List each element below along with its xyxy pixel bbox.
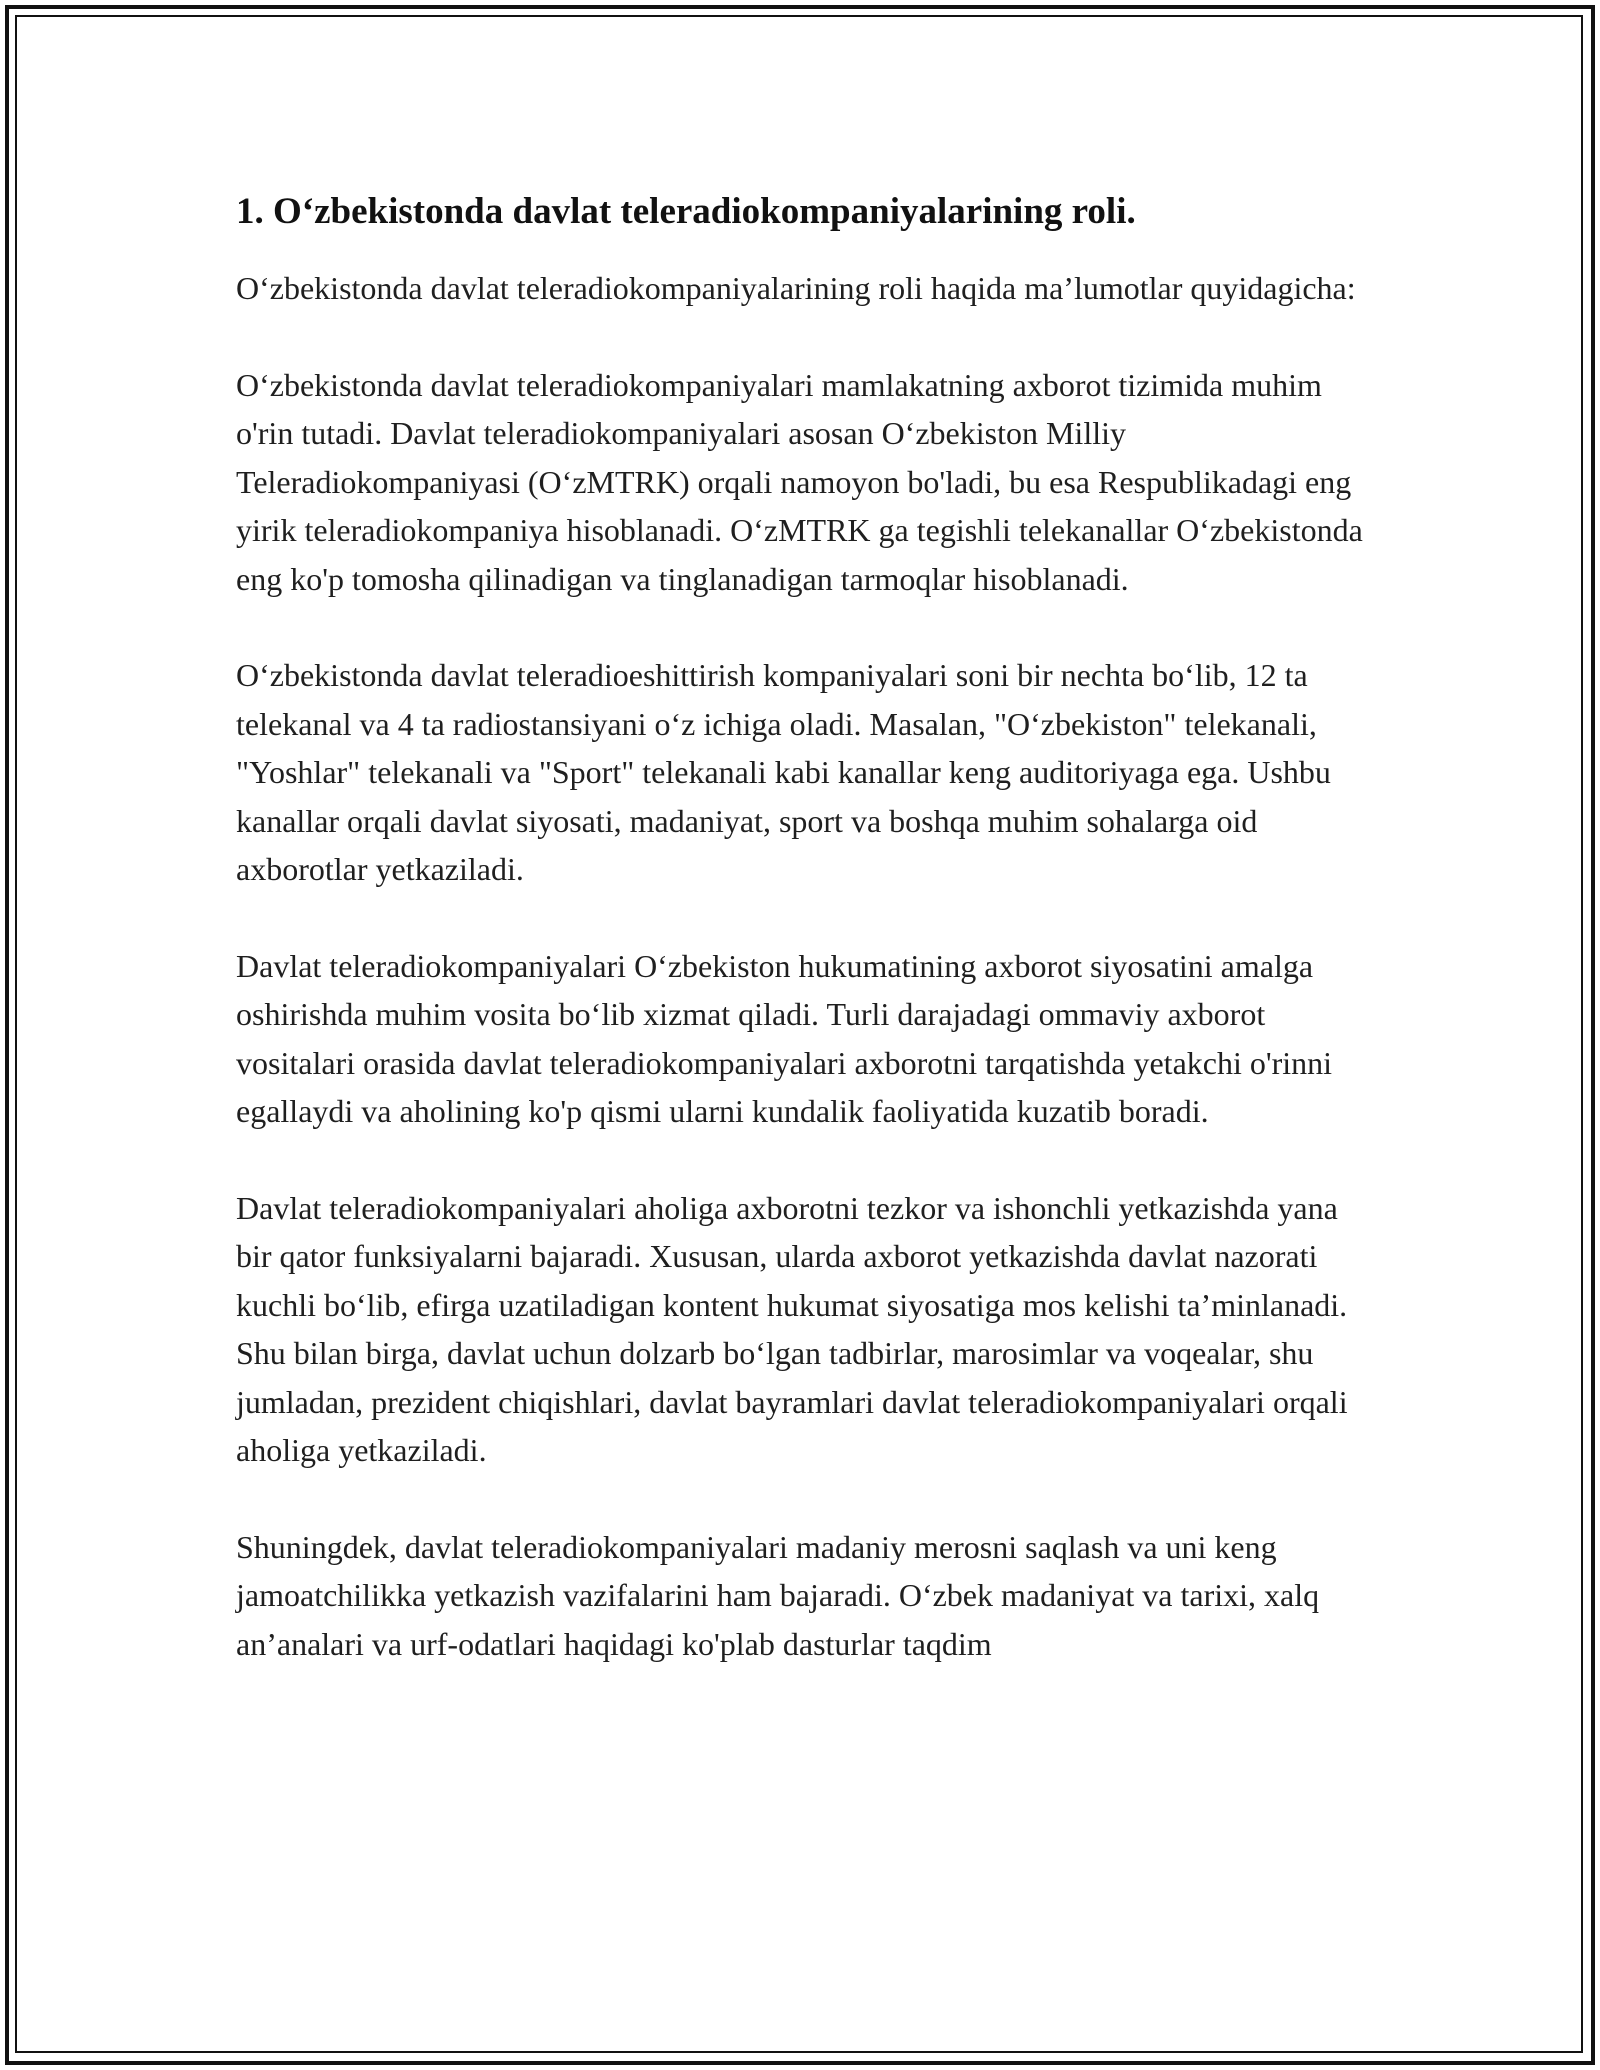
paragraph-uzmtrk: O‘zbekistonda davlat teleradiokompaniyalari mamlakatning axborot tizimida muhim o'rin tutadi. Davlat teleradiokompaniyalari asosan O‘zbekiston Milliy Teleradiokompaniyasi (O‘zMTRK) orqali namoyon bo'ladi, bu esa Respublikadagi eng yirik teleradiokompaniya hisoblanadi. O‘zMTRK ga tegishli telekanallar O‘zbekistonda eng ko'p tomosha qilinadigan va tinglanadigan tarmoqlar hisoblanadi. <box>236 366 1363 597</box>
paragraph-channels: O‘zbekistonda davlat teleradioeshittirish kompaniyalari soni bir nechta bo‘lib, 12 ta telekanal va 4 ta radiostansiyani o‘z ichiga oladi. Masalan, "O‘zbekiston" telekanali, "Yoshlar" telekanali va "Sport" telekanali kabi kanallar keng auditoriyaga ega. Ushbu kanallar orqali davlat siyosati, madaniyat, sport va boshqa muhim sohalarga oid axborotlar yetkaziladi. <box>236 657 1331 887</box>
paragraph-cultural-heritage: Shuningdek, davlat teleradiokompaniyalari madaniy merosni saqlash va uni keng jamoatchilikka yetkazish vazifalarini ham bajaradi. O‘zbek madaniyat va tarixi, xalq an’analari va urf-odatlari haqidagi ko'plab dasturlar taqdim <box>236 1528 1320 1662</box>
document-body <box>236 186 1376 1716</box>
paragraph-functions: Davlat teleradiokompaniyalari aholiga axborotni tezkor va ishonchli yetkazishda yana bir qator funksiyalarni bajaradi. Xususan, ularda axborot yetkazishda davlat nazorati kuchli bo‘lib, efirga uzatiladigan kontent hukumat siyosatiga mos kelishi ta’minlanadi. Shu bilan birga, davlat uchun dolzarb bo‘lgan tadbirlar, marosimlar va voqealar, shu jumladan, prezident chiqishlari, davlat bayramlari davlat teleradiokompaniyalari orqali aholiga yetkaziladi. <box>236 1189 1348 1468</box>
document-title: 1. O‘zbekistonda davlat teleradiokompaniyalarining roli. <box>236 191 1136 232</box>
paragraph-intro: O‘zbekistonda davlat teleradiokompaniyalarining roli haqida ma’lumotlar quyidagicha: <box>236 270 1356 306</box>
paragraph-information-policy: Davlat teleradiokompaniyalari O‘zbekiston hukumatining axborot siyosatini amalga oshirishda muhim vosita bo‘lib xizmat qiladi. Turli darajadagi ommaviy axborot vositalari orasida davlat teleradiokompaniyalari axborotni tarqatishda yetakchi o'rinni egallaydi va aholining ko'p qismi ularni kundalik faoliyatida kuzatib boradi. <box>236 947 1333 1129</box>
